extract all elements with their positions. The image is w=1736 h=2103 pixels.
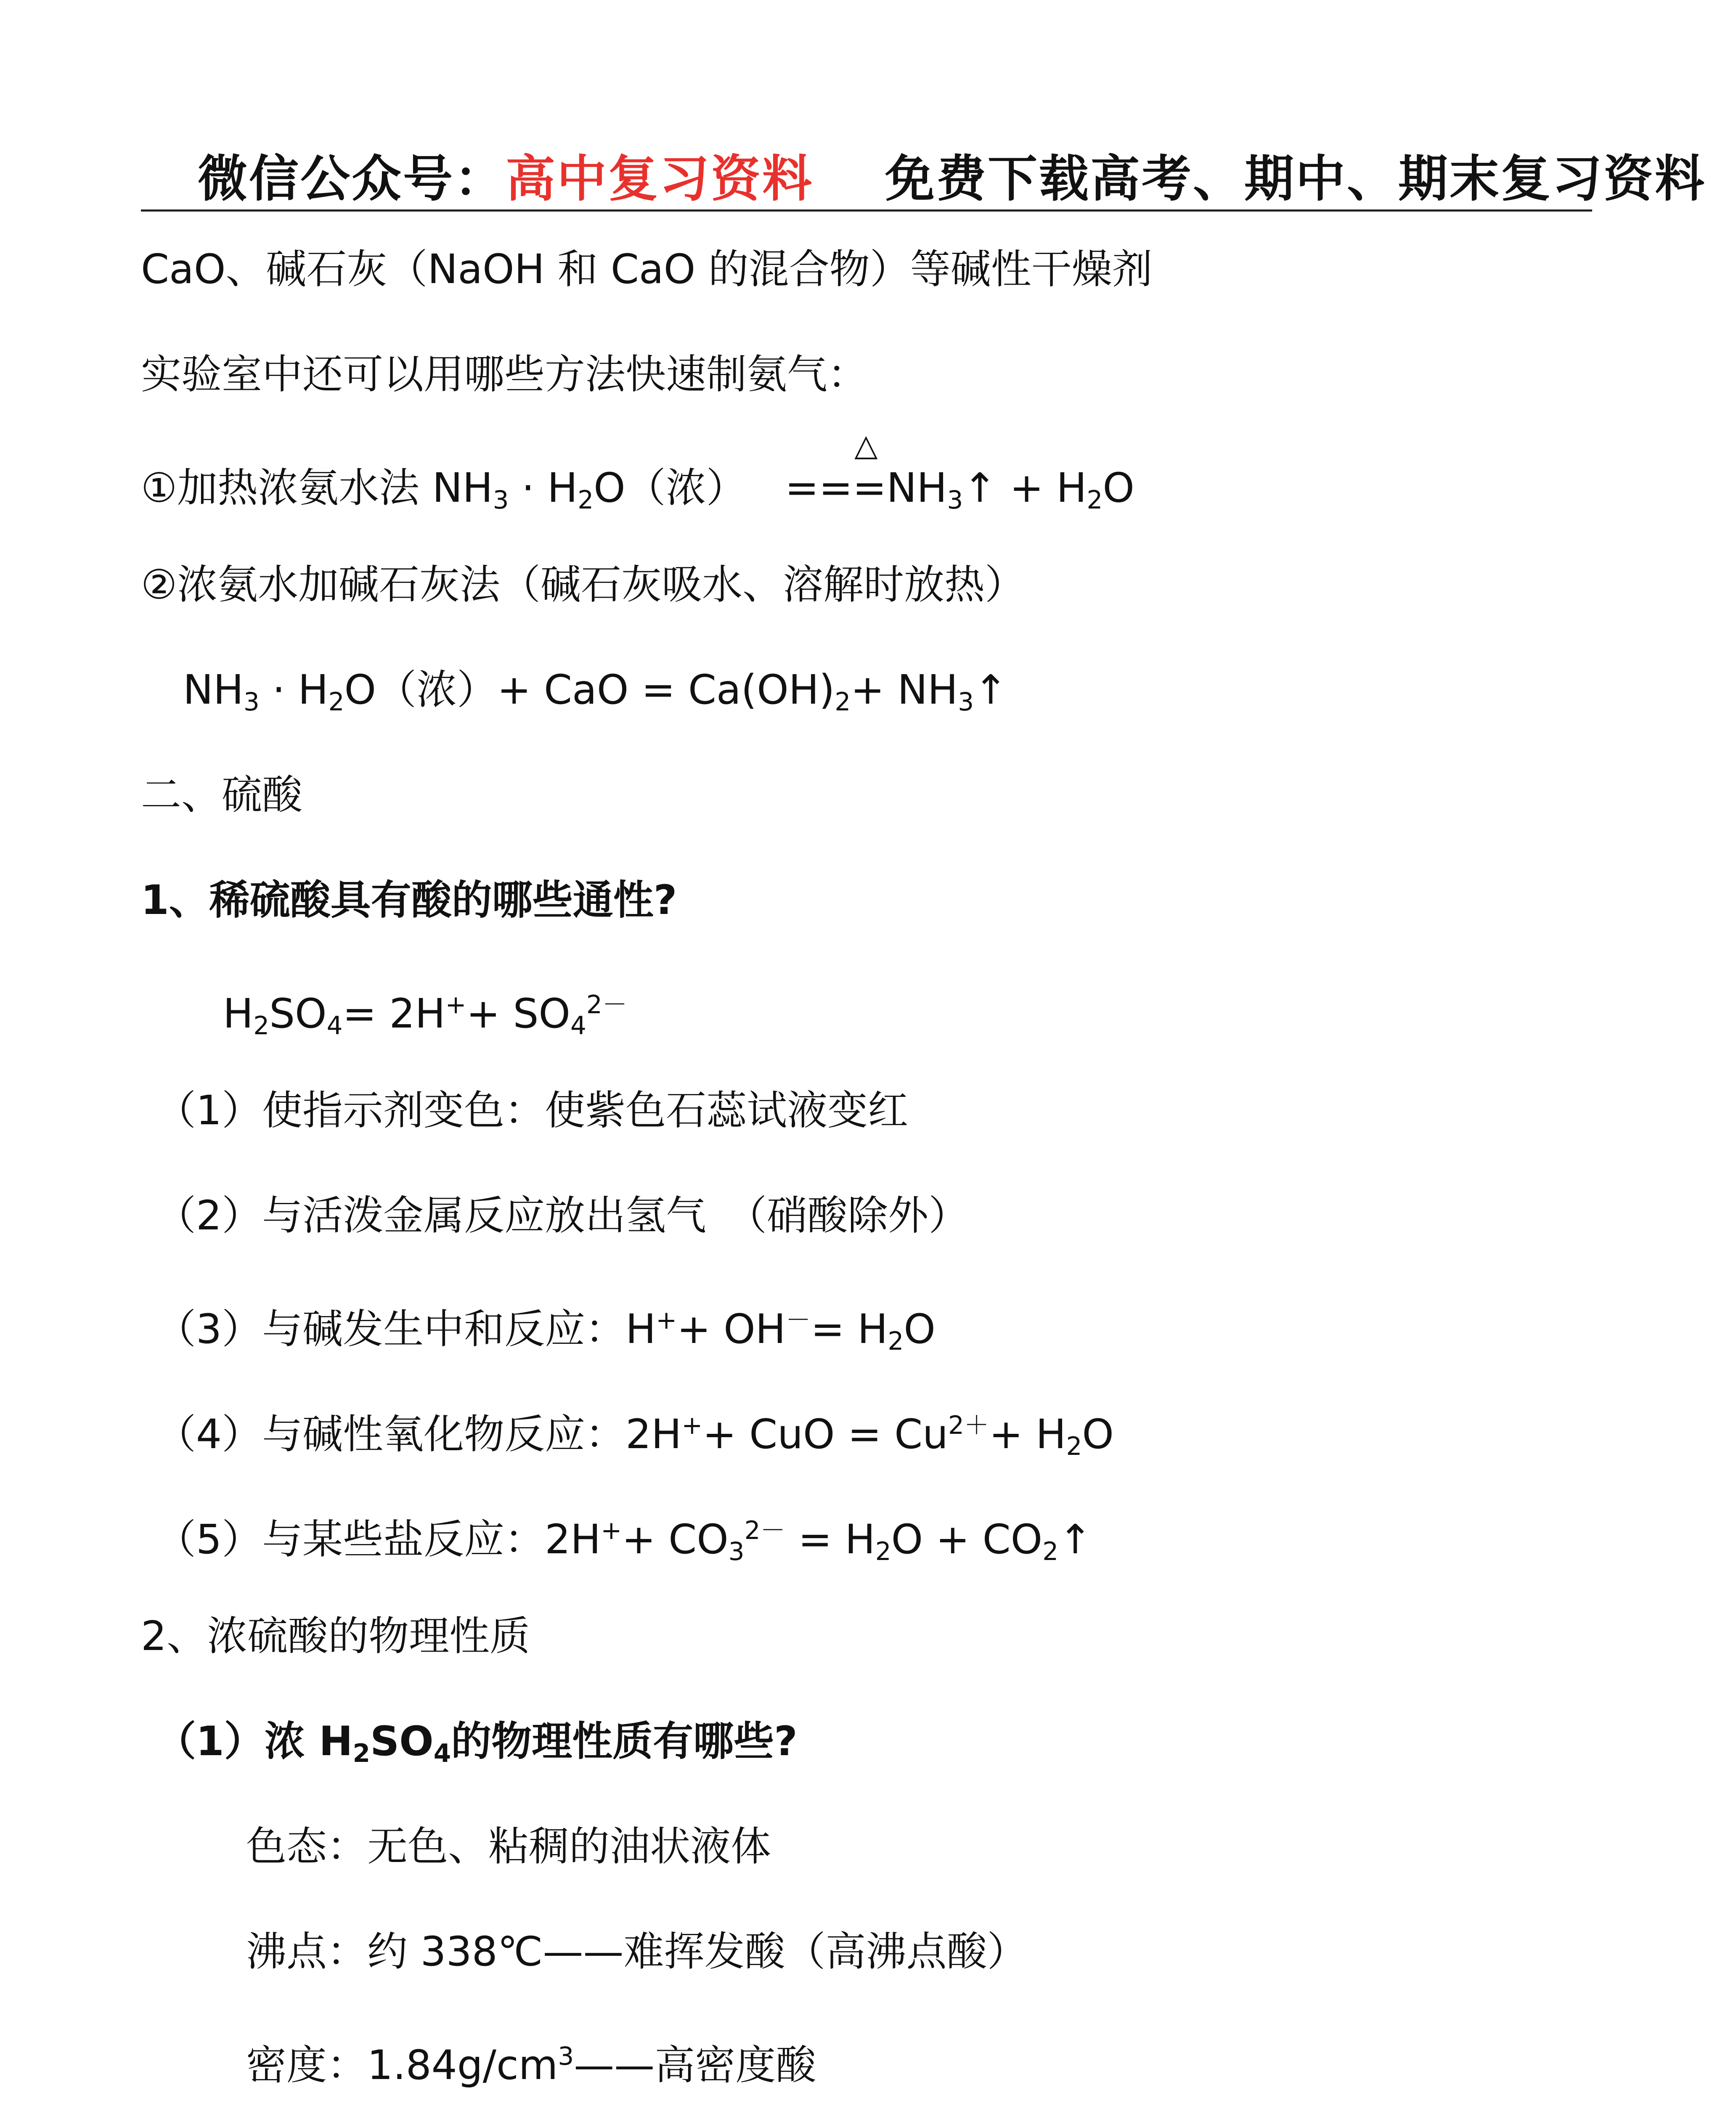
property-density: 密度：$1.84g/cm^3——$高密度酸 <box>246 2042 816 2089</box>
section-heading-sulfuric-acid: 二、硫酸 <box>141 771 302 818</box>
text-line-soda-lime-method: ②浓氨水加碱石灰法（碱石灰吸水、溶解时放热） <box>141 561 1026 608</box>
text-line-ammonia-methods: 实验室中还可以用哪些方法快速制氨气： <box>141 351 868 398</box>
property-neutralization: （3）与碱发生中和反应：$H^++ OH^-= H_2O$ <box>156 1306 936 1356</box>
property-boiling-point: 沸点：约 338℃——难挥发酸（高沸点酸） <box>246 1928 1028 1975</box>
equation-soda-lime: $NH_3 \cdot H_2O$（浓）+ CaO = $Ca(OH)_2+$ $NH_3↑$ <box>183 666 1008 717</box>
header-brand: 高中复习资料 <box>506 150 814 208</box>
equation-heating-ammonia: ①加热浓氨水法 $NH_3 \cdot H_2O$（浓） △ $===NH_3↑ + H_2O$ <box>141 427 1134 515</box>
page-header <box>198 139 1706 210</box>
header-tagline: 免费下载高考、期中、期末复习资料 <box>885 150 1707 208</box>
header-divider <box>141 209 1592 212</box>
heading-physical-properties: 2、浓硫酸的物理性质 <box>141 1613 530 1660</box>
property-metal-reaction: （2）与活泼金属反应放出氢气 （硝酸除外） <box>156 1192 969 1239</box>
question-dilute-acid: 1、稀硫酸具有酸的哪些通性? <box>141 877 677 924</box>
header-label: 微信公众号： <box>198 150 506 208</box>
text-line-drying-agents: CaO、碱石灰（NaOH 和 CaO 的混合物）等碱性干燥剂 <box>141 246 1153 293</box>
property-indicator: （1）使指示剂变色：使紫色石蕊试液变红 <box>156 1087 909 1134</box>
question-concentrated-acid: （1）浓 $H_2SO_4$的物理性质有哪些? <box>156 1718 798 1768</box>
equation-ionization: $H_2SO_4= 2H^++ SO_4^{2-}$ <box>223 990 628 1041</box>
heat-symbol: △ <box>854 427 878 463</box>
property-appearance: 色态：无色、粘稠的油状液体 <box>246 1823 771 1870</box>
property-salt-reaction: （5）与某些盐反应：$2H^++ CO_3^{2-} = H_2O$ + $CO_2↑$ <box>156 1516 1092 1566</box>
property-basic-oxide: （4）与碱性氧化物反应：2H++ CuO = $Cu^{2+}+ H_2O$ <box>156 1411 1114 1461</box>
